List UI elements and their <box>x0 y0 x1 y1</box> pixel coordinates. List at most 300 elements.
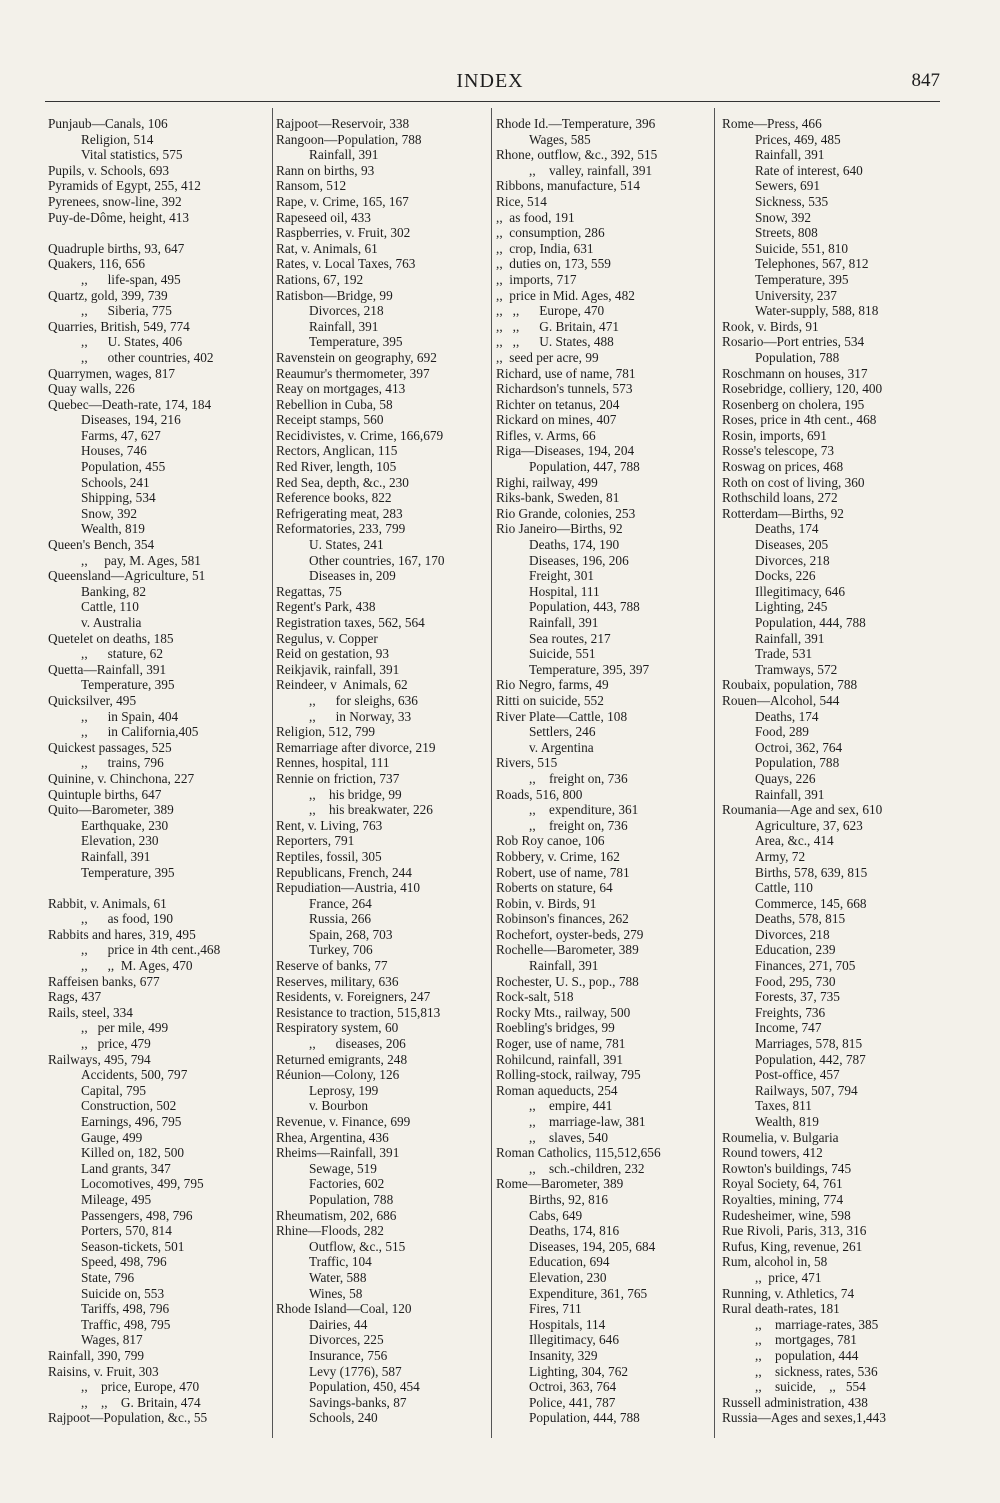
index-entry: Forests, 37, 735 <box>755 989 840 1005</box>
index-entry: Earnings, 496, 795 <box>81 1114 182 1129</box>
index-entry: ,, as food, 190 <box>81 911 173 927</box>
index-entry: Quetelet on deaths, 185 <box>48 630 174 646</box>
index-entry: Quito—Barometer, 389 <box>48 802 174 818</box>
index-entry: Divorces, 218 <box>755 552 830 568</box>
index-entry: Rufus, King, revenue, 261 <box>722 1238 863 1254</box>
column-divider <box>491 108 492 1438</box>
index-entry: Divorces, 218 <box>309 303 384 319</box>
index-entry: ,, life-span, 495 <box>81 271 181 287</box>
index-entry: Queensland—Agriculture, 51 <box>48 568 206 584</box>
index-entry: ,, price, Europe, 470 <box>81 1379 200 1395</box>
index-entry: Hospital, 111 <box>529 583 600 599</box>
index-entry: Reptiles, fossil, 305 <box>276 848 382 864</box>
index-entry: Russia, 266 <box>309 911 372 927</box>
index-entry: Cabs, 649 <box>529 1207 583 1223</box>
index-entry: Temperature, 395, 397 <box>529 661 650 677</box>
index-entry: Accidents, 500, 797 <box>81 1067 188 1083</box>
index-entry: Savings-banks, 87 <box>309 1394 407 1410</box>
index-entry: Queen's Bench, 354 <box>48 537 155 553</box>
index-entry: ,, price, 479 <box>81 1036 151 1052</box>
index-entry: ,, price in 4th cent.,468 <box>81 942 221 958</box>
index-entry: Ritti on suicide, 552 <box>496 692 604 708</box>
index-entry: ,, marriage-law, 381 <box>529 1114 646 1129</box>
index-entry: Traffic, 104 <box>309 1254 372 1270</box>
index-entry: Rangoon—Population, 788 <box>276 131 422 147</box>
index-entry: ,, population, 444 <box>755 1347 859 1363</box>
index-entry: Diseases, 194, 205, 684 <box>529 1238 656 1254</box>
index-entry: Deaths, 174, 190 <box>529 537 620 553</box>
index-entry: Temperature, 395 <box>81 864 175 880</box>
index-entry: Taxes, 811 <box>755 1098 812 1114</box>
index-entry: Tramways, 572 <box>755 661 838 677</box>
index-entry: Rape, v. Crime, 165, 167 <box>276 193 409 209</box>
index-entry: Divorces, 218 <box>755 926 830 942</box>
index-entry: Deaths, 578, 815 <box>755 911 846 927</box>
index-entry: ,, slaves, 540 <box>529 1129 609 1145</box>
index-entry: Roman Catholics, 115,512,656 <box>496 1145 661 1161</box>
index-entry: Temperature, 395 <box>309 334 403 350</box>
index-entry: Rajpoot—Reservoir, 338 <box>276 116 410 131</box>
index-entry: Diseases, 205 <box>755 537 829 553</box>
index-entry: Red Sea, depth, &c., 230 <box>276 474 409 490</box>
index-entry: Rates, v. Local Taxes, 763 <box>276 256 416 272</box>
index-entry: Roberts on stature, 64 <box>496 880 613 896</box>
index-entry: Ratisbon—Bridge, 99 <box>276 287 393 303</box>
index-entry: Rotterdam—Births, 92 <box>722 505 844 521</box>
index-entry: Reference books, 822 <box>276 490 392 506</box>
index-entry: ,, in Spain, 404 <box>81 708 179 724</box>
index-entry: Ransom, 512 <box>276 178 347 194</box>
index-entry: Rochefort, oyster-beds, 279 <box>496 926 644 942</box>
index-entry: Rainfall, 390, 799 <box>48 1347 145 1363</box>
index-entry: Commerce, 145, 668 <box>755 895 867 911</box>
index-entry: ,, empire, 441 <box>529 1098 613 1114</box>
index-entry: Population, 444, 788 <box>529 1410 640 1426</box>
index-entry: Reay on mortgages, 413 <box>276 381 406 397</box>
index-entry: Mileage, 495 <box>81 1191 152 1207</box>
index-entry: Temperature, 395 <box>81 677 175 693</box>
index-entry: Quicksilver, 495 <box>48 692 137 708</box>
index-entry: Population, 788 <box>755 349 840 365</box>
index-entry: ,, mortgages, 781 <box>755 1332 857 1348</box>
index-entry: Republicans, French, 244 <box>276 864 412 880</box>
index-entry: Snow, 392 <box>81 505 138 521</box>
index-entry: Rocky Mts., railway, 500 <box>496 1004 631 1020</box>
index-column-1 <box>48 116 270 1426</box>
index-entry: ,, his breakwater, 226 <box>309 802 433 818</box>
index-entry: Capital, 795 <box>81 1082 146 1098</box>
index-entry: Diseases, 194, 216 <box>81 412 181 428</box>
index-entry: Rothschild loans, 272 <box>722 490 838 506</box>
index-entry: Levy (1776), 587 <box>309 1363 402 1379</box>
index-entry: Raffeisen banks, 677 <box>48 973 160 989</box>
index-entry: Shipping, 534 <box>81 490 156 506</box>
index-entry: Rajpoot—Population, &c., 55 <box>48 1410 208 1426</box>
index-entry: Rate of interest, 640 <box>755 162 863 178</box>
index-entry: Sewers, 691 <box>755 178 820 194</box>
index-entry: Farms, 47, 627 <box>81 427 161 443</box>
index-entry: Rifles, v. Arms, 66 <box>496 427 596 443</box>
index-entry: Settlers, 246 <box>529 724 596 740</box>
index-entry: Remarriage after divorce, 219 <box>276 739 436 755</box>
index-entry: Réunion—Colony, 126 <box>276 1067 400 1083</box>
index-entry: Raisins, v. Fruit, 303 <box>48 1363 159 1379</box>
index-entry: Reporters, 791 <box>276 833 355 849</box>
index-entry: ,, for sleighs, 636 <box>309 692 418 708</box>
index-entry: ,, freight on, 736 <box>529 770 628 786</box>
index-entry: Rosin, imports, 691 <box>722 427 827 443</box>
index-entry: Deaths, 174 <box>755 521 819 537</box>
index-entry: Freights, 736 <box>755 1004 826 1020</box>
index-entry: Cattle, 110 <box>81 599 139 615</box>
index-entry: Rainfall, 391 <box>309 318 379 334</box>
index-entry: Education, 239 <box>755 942 836 958</box>
index-entry: ,, other countries, 402 <box>81 349 214 365</box>
index-entry: Rook, v. Birds, 91 <box>722 318 819 334</box>
index-entry: France, 264 <box>309 895 372 911</box>
index-entry: ,, sch.-children, 232 <box>529 1160 645 1176</box>
index-entry: Quartz, gold, 399, 739 <box>48 287 168 303</box>
index-entry: Robinson's finances, 262 <box>496 911 629 927</box>
index-entry: Reid on gestation, 93 <box>276 646 390 662</box>
index-entry: Rivers, 515 <box>496 755 558 771</box>
index-entry: Rennie on friction, 737 <box>276 770 400 786</box>
index-entry: Rural death-rates, 181 <box>722 1301 840 1317</box>
index-entry: Trade, 531 <box>755 646 813 662</box>
index-entry: ,, price in Mid. Ages, 482 <box>496 287 635 303</box>
index-entry: Hospitals, 114 <box>529 1316 606 1332</box>
index-entry: Insanity, 329 <box>529 1347 598 1363</box>
index-entry: Rails, steel, 334 <box>48 1004 133 1020</box>
index-entry: Rock-salt, 518 <box>496 989 574 1005</box>
index-entry: ,, seed per acre, 99 <box>496 349 599 365</box>
index-entry: Reserves, military, 636 <box>276 973 399 989</box>
index-entry: Streets, 808 <box>755 225 818 241</box>
index-entry: ,, stature, 62 <box>81 646 163 662</box>
index-entry: Rations, 67, 192 <box>276 271 364 287</box>
index-entry: Rolling-stock, railway, 795 <box>496 1067 641 1083</box>
index-entry: Repudiation—Austria, 410 <box>276 880 421 896</box>
index-entry: ,, ,, M. Ages, 470 <box>81 958 193 974</box>
index-entry: Rann on births, 93 <box>276 162 375 178</box>
index-entry: Quadruple births, 93, 647 <box>48 240 185 256</box>
index-entry: Revenue, v. Finance, 699 <box>276 1114 411 1129</box>
index-entry: ,, in Norway, 33 <box>309 708 412 724</box>
index-entry: Other countries, 167, 170 <box>309 552 445 568</box>
index-entry: ,, duties on, 173, 559 <box>496 256 611 272</box>
index-entry: U. States, 241 <box>309 537 384 553</box>
index-entry: Population, 443, 788 <box>529 599 640 615</box>
index-entry: Respiratory system, 60 <box>276 1020 399 1036</box>
index-entry: Rome—Press, 466 <box>722 116 822 131</box>
index-entry: Suicide on, 553 <box>81 1285 165 1301</box>
index-entry: Post-office, 457 <box>755 1067 840 1083</box>
index-entry: Richardson's tunnels, 573 <box>496 381 633 397</box>
index-entry: Reindeer, v Animals, 62 <box>276 677 408 693</box>
index-entry: Quakers, 116, 656 <box>48 256 145 272</box>
index-entry: Receipt stamps, 560 <box>276 412 384 428</box>
index-entry: Returned emigrants, 248 <box>276 1051 408 1067</box>
index-entry: Roebling's bridges, 99 <box>496 1020 615 1036</box>
index-entry: Rhode Island—Coal, 120 <box>276 1301 412 1317</box>
index-entry: Richter on tetanus, 204 <box>496 396 620 412</box>
index-entry: Quays, 226 <box>755 770 816 786</box>
index-entry <box>48 880 270 896</box>
index-entry: Wines, 58 <box>309 1285 363 1301</box>
index-entry: Octroi, 363, 764 <box>529 1379 617 1395</box>
index-entry: Quarrymen, wages, 817 <box>48 365 176 381</box>
index-entry: Schools, 240 <box>309 1410 378 1426</box>
index-entry: Telephones, 567, 812 <box>755 256 869 272</box>
index-entry: Roubaix, population, 788 <box>722 677 858 693</box>
page-number: 847 <box>911 70 940 91</box>
index-entry: Railways, 495, 794 <box>48 1051 151 1067</box>
index-entry: Season-tickets, 501 <box>81 1238 185 1254</box>
index-entry: State, 796 <box>81 1269 135 1285</box>
index-entry: Punjaub—Canals, 106 <box>48 116 168 131</box>
index-entry: Rapeseed oil, 433 <box>276 209 371 225</box>
index-entry: Pyramids of Egypt, 255, 412 <box>48 178 201 194</box>
index-entry: Rainfall, 391 <box>81 848 151 864</box>
index-entry: Quarries, British, 549, 774 <box>48 318 190 334</box>
index-entry: University, 237 <box>755 287 837 303</box>
index-entry: Rum, alcohol in, 58 <box>722 1254 828 1270</box>
index-entry: Wages, 585 <box>529 131 591 147</box>
index-entry: Rhea, Argentina, 436 <box>276 1129 389 1145</box>
index-entry: Rhode Id.—Temperature, 396 <box>496 116 656 131</box>
index-entry: Royal Society, 64, 761 <box>722 1176 843 1192</box>
index-entry: Earthquake, 230 <box>81 817 169 833</box>
index-entry: Royalties, mining, 774 <box>722 1191 844 1207</box>
index-entry: Regent's Park, 438 <box>276 599 376 615</box>
index-entry: Suicide, 551 <box>529 646 596 662</box>
index-entry: Cattle, 110 <box>755 880 813 896</box>
index-entry: Population, 455 <box>81 459 166 475</box>
index-entry: Righi, railway, 499 <box>496 474 598 490</box>
index-entry: Deaths, 174, 816 <box>529 1223 620 1239</box>
column-divider <box>272 108 273 1438</box>
index-entry: Resistance to traction, 515,813 <box>276 1004 441 1020</box>
index-entry: Running, v. Athletics, 74 <box>722 1285 855 1301</box>
index-entry: ,, ,, Europe, 470 <box>496 303 605 319</box>
index-entry: Rohilcund, rainfall, 391 <box>496 1051 624 1067</box>
index-entry: Suicide, 551, 810 <box>755 240 849 256</box>
index-entry: Finances, 271, 705 <box>755 958 856 974</box>
index-entry: Rebellion in Cuba, 58 <box>276 396 393 412</box>
index-entry: Dairies, 44 <box>309 1316 368 1332</box>
index-entry: Wages, 817 <box>81 1332 143 1348</box>
index-entry: Reformatories, 233, 799 <box>276 521 406 537</box>
index-entry: Outflow, &c., 515 <box>309 1238 406 1254</box>
index-entry: Rome—Barometer, 389 <box>496 1176 624 1192</box>
index-entry: Quetta—Rainfall, 391 <box>48 661 167 677</box>
column-divider <box>714 108 715 1438</box>
index-entry: Houses, 746 <box>81 443 147 459</box>
index-entry: v. Bourbon <box>309 1098 368 1114</box>
index-entry: Traffic, 498, 795 <box>81 1316 171 1332</box>
index-entry: River Plate—Cattle, 108 <box>496 708 628 724</box>
index-entry: Residents, v. Foreigners, 247 <box>276 989 431 1005</box>
index-entry: Round towers, 412 <box>722 1145 823 1161</box>
index-entry: Prices, 469, 485 <box>755 131 841 147</box>
index-entry: Illegitimacy, 646 <box>755 583 845 599</box>
index-entry: Ribbons, manufacture, 514 <box>496 178 641 194</box>
index-entry: Riga—Diseases, 194, 204 <box>496 443 635 459</box>
index-entry: Roumelia, v. Bulgaria <box>722 1129 839 1145</box>
index-entry: ,, freight on, 736 <box>529 817 628 833</box>
index-entry: Rochelle—Barometer, 389 <box>496 942 639 958</box>
index-entry: Rio Grande, colonies, 253 <box>496 505 636 521</box>
index-entry: Rickard on mines, 407 <box>496 412 617 428</box>
index-entry <box>48 225 270 241</box>
index-entry: Vital statistics, 575 <box>81 147 183 163</box>
index-entry: Construction, 502 <box>81 1098 177 1114</box>
index-entry: ,, pay, M. Ages, 581 <box>81 552 201 568</box>
index-entry: Marriages, 578, 815 <box>755 1036 863 1052</box>
index-entry: ,, sickness, rates, 536 <box>755 1363 878 1379</box>
index-entry: Rhone, outflow, &c., 392, 515 <box>496 147 658 163</box>
page-header <box>40 70 940 100</box>
index-entry: v. Australia <box>81 615 142 630</box>
index-entry: Refrigerating meat, 283 <box>276 505 403 521</box>
index-entry: ,, consumption, 286 <box>496 225 605 241</box>
index-entry: Sickness, 535 <box>755 193 829 209</box>
index-entry: Riks-bank, Sweden, 81 <box>496 490 620 506</box>
index-entry: Water-supply, 588, 818 <box>755 303 879 319</box>
index-entry: Rat, v. Animals, 61 <box>276 240 378 256</box>
index-entry: Porters, 570, 814 <box>81 1223 172 1239</box>
index-entry: Quickest passages, 525 <box>48 739 172 755</box>
index-entry: Snow, 392 <box>755 209 812 225</box>
index-entry: Rheims—Rainfall, 391 <box>276 1145 400 1161</box>
index-entry: Divorces, 225 <box>309 1332 384 1348</box>
index-entry: Roman aqueducts, 254 <box>496 1082 618 1098</box>
index-entry: ,, diseases, 206 <box>309 1036 406 1052</box>
index-entry: Pupils, v. Schools, 693 <box>48 162 170 178</box>
index-entry: Rheumatism, 202, 686 <box>276 1207 397 1223</box>
index-entry: Banking, 82 <box>81 583 147 599</box>
index-entry: Quinine, v. Chinchona, 227 <box>48 770 195 786</box>
index-entry: Temperature, 395 <box>755 271 849 287</box>
index-entry: Rudesheimer, wine, 598 <box>722 1207 851 1223</box>
index-entry: ,, ,, U. States, 488 <box>496 334 614 350</box>
index-entry: Robert, use of name, 781 <box>496 864 630 880</box>
index-entry: Rainfall, 391 <box>755 630 825 646</box>
index-entry: Population, 442, 787 <box>755 1051 866 1067</box>
index-entry: Wealth, 819 <box>755 1114 819 1129</box>
index-entry: Regulus, v. Copper <box>276 630 378 646</box>
index-entry: Elevation, 230 <box>81 833 159 849</box>
index-entry: Rennes, hospital, 111 <box>276 755 390 771</box>
index-entry: ,, expenditure, 361 <box>529 802 639 818</box>
index-entry: Registration taxes, 562, 564 <box>276 615 425 630</box>
index-entry: Quebec—Death-rate, 174, 184 <box>48 396 212 412</box>
index-entry: Rhine—Floods, 282 <box>276 1223 384 1239</box>
index-entry: Fires, 711 <box>529 1301 582 1317</box>
index-entry: Food, 295, 730 <box>755 973 836 989</box>
index-column-3 <box>496 116 710 1426</box>
index-entry: Land grants, 347 <box>81 1160 171 1176</box>
index-entry: Deaths, 174 <box>755 708 819 724</box>
index-entry: Food, 289 <box>755 724 809 740</box>
index-entry: Religion, 514 <box>81 131 154 147</box>
index-entry: Rainfall, 391 <box>529 958 599 974</box>
index-entry: Insurance, 756 <box>309 1347 388 1363</box>
index-entry: ,, crop, India, 631 <box>496 240 594 256</box>
index-entry: Robbery, v. Crime, 162 <box>496 848 620 864</box>
index-entry: Wealth, 819 <box>81 521 145 537</box>
index-entry: Rosario—Port entries, 534 <box>722 334 865 350</box>
index-entry: Agriculture, 37, 623 <box>755 817 863 833</box>
index-entry: Sewage, 519 <box>309 1160 377 1176</box>
index-entry: Raspberries, v. Fruit, 302 <box>276 225 411 241</box>
index-entry: Sea routes, 217 <box>529 630 611 646</box>
index-entry: Recidivistes, v. Crime, 166,679 <box>276 427 444 443</box>
index-entry: Locomotives, 499, 795 <box>81 1176 204 1192</box>
index-entry: ,, in California,405 <box>81 724 199 740</box>
index-entry: Rent, v. Living, 763 <box>276 817 383 833</box>
index-entry: Tariffs, 498, 796 <box>81 1301 170 1317</box>
index-entry: Richard, use of name, 781 <box>496 365 636 381</box>
index-entry: Population, 450, 454 <box>309 1379 420 1395</box>
index-entry: Spain, 268, 703 <box>309 926 393 942</box>
header-rule <box>45 101 940 102</box>
index-column-2 <box>276 116 490 1426</box>
index-entry: Speed, 498, 796 <box>81 1254 167 1270</box>
index-entry: Diseases, 196, 206 <box>529 552 629 568</box>
index-entry: Quay walls, 226 <box>48 381 135 397</box>
index-entry: Schools, 241 <box>81 474 150 490</box>
index-entry: Rosebridge, colliery, 120, 400 <box>722 381 883 397</box>
index-entry: Expenditure, 361, 765 <box>529 1285 648 1301</box>
index-entry: Rainfall, 391 <box>755 786 825 802</box>
index-entry: v. Argentina <box>529 739 594 755</box>
index-entry: Lighting, 304, 762 <box>529 1363 628 1379</box>
index-entry: ,, suicide, ,, 554 <box>755 1379 866 1395</box>
index-entry: ,, per mile, 499 <box>81 1020 169 1036</box>
index-entry: Rainfall, 391 <box>529 615 599 630</box>
index-entry: Gauge, 499 <box>81 1129 143 1145</box>
index-entry: Roth on cost of living, 360 <box>722 474 865 490</box>
index-entry: ,, his bridge, 99 <box>309 786 402 802</box>
index-entry: Births, 92, 816 <box>529 1191 609 1207</box>
index-entry: Roads, 516, 800 <box>496 786 583 802</box>
index-entry: Rainfall, 391 <box>309 147 379 163</box>
index-entry: Rectors, Anglican, 115 <box>276 443 398 459</box>
index-entry: Rice, 514 <box>496 193 547 209</box>
index-entry: ,, ,, G. Britain, 471 <box>496 318 619 334</box>
index-entry: ,, U. States, 406 <box>81 334 183 350</box>
index-entry: Roses, price in 4th cent., 468 <box>722 412 877 428</box>
index-entry: Regattas, 75 <box>276 583 342 599</box>
index-entry: Population, 447, 788 <box>529 459 640 475</box>
index-entry: Rainfall, 391 <box>755 147 825 163</box>
index-entry: Railways, 507, 794 <box>755 1082 858 1098</box>
index-entry: ,, trains, 796 <box>81 755 164 771</box>
page-title: INDEX <box>456 70 524 92</box>
index-entry: Freight, 301 <box>529 568 595 584</box>
index-entry: Reaumur's thermometer, 397 <box>276 365 430 381</box>
index-entry: Rabbit, v. Animals, 61 <box>48 895 167 911</box>
index-entry: Factories, 602 <box>309 1176 385 1192</box>
index-entry: Rosse's telescope, 73 <box>722 443 835 459</box>
index-entry: Rouen—Alcohol, 544 <box>722 692 840 708</box>
index-entry: Puy-de-Dôme, height, 413 <box>48 209 190 225</box>
index-entry: Education, 694 <box>529 1254 610 1270</box>
index-entry: Births, 578, 639, 815 <box>755 864 868 880</box>
index-entry: ,, marriage-rates, 385 <box>755 1316 879 1332</box>
index-entry: Robin, v. Birds, 91 <box>496 895 597 911</box>
